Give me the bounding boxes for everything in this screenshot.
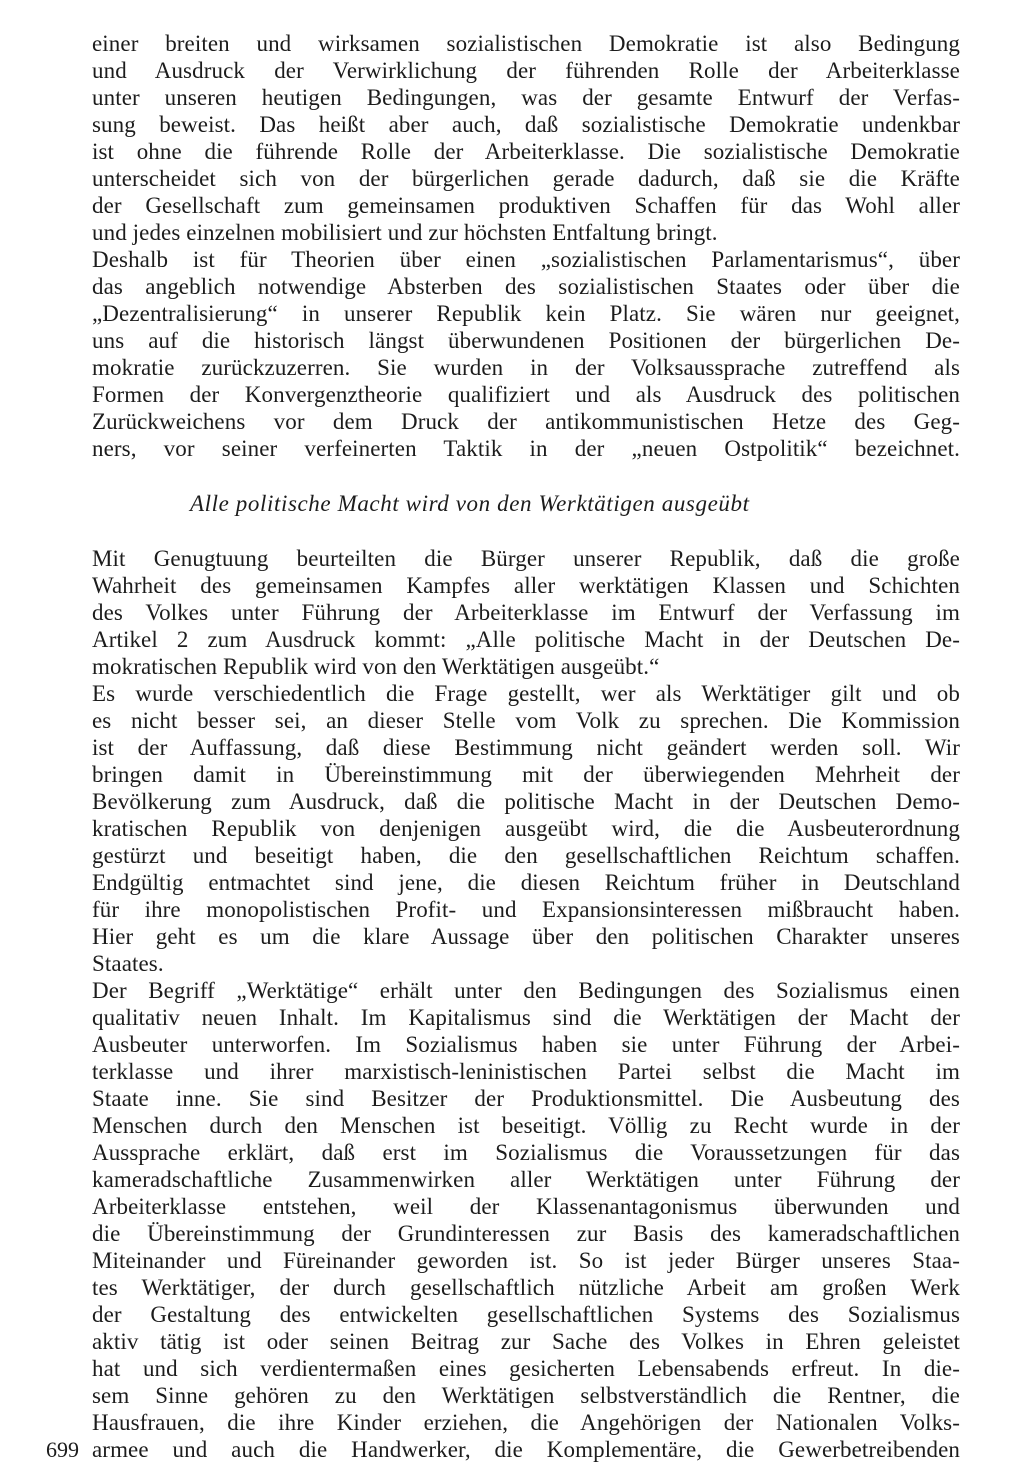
- text-line: Ausbeuter unterworfen. Im Sozialismus haben sie unter Führung der Arbei-: [92, 1032, 960, 1057]
- text-line: sung beweist. Das heißt aber auch, daß sozialistische Demokratie undenkbar: [92, 112, 960, 137]
- text-line: bringen damit in Übereinstimmung mit der überwiegenden Mehrheit der: [92, 762, 960, 787]
- text-line: Hausfrauen, die ihre Kinder erziehen, die Angehörigen der Nationalen Volks-: [92, 1410, 960, 1435]
- text-line: des Volkes unter Führung der Arbeiterklasse im Entwurf der Verfassung im: [92, 600, 960, 625]
- text-line: es nicht besser sei, an dieser Stelle vom Volk zu sprechen. Die Kommission: [92, 708, 960, 733]
- text-line: das angeblich notwendige Absterben des sozialistischen Staates oder über die: [92, 274, 960, 299]
- text-line: Staates.: [92, 951, 164, 976]
- text-line: aktiv tätig ist oder seinen Beitrag zur Sache des Volkes in Ehren geleistet: [92, 1329, 960, 1354]
- text-line: Aussprache erklärt, daß erst im Sozialismus die Voraussetzungen für das: [92, 1140, 960, 1165]
- text-line: für ihre monopolistischen Profit- und Expansionsinteressen mißbraucht haben.: [92, 897, 960, 922]
- text-line: Es wurde verschiedentlich die Frage gestellt, wer als Werktätiger gilt und ob: [92, 681, 960, 706]
- text-line: und Ausdruck der Verwirklichung der führenden Rolle der Arbeiterklasse: [92, 58, 960, 83]
- text-line: Artikel 2 zum Ausdruck kommt: „Alle politische Macht in der Deutschen De-: [92, 627, 960, 652]
- text-line: qualitativ neuen Inhalt. Im Kapitalismus sind die Werktätigen der Macht der: [92, 1005, 960, 1030]
- text-line: der Gesellschaft zum gemeinsamen produktiven Schaffen für das Wohl aller: [92, 193, 960, 218]
- text-line: Wahrheit des gemeinsamen Kampfes aller werktätigen Klassen und Schichten: [92, 573, 960, 598]
- text-line: terklasse und ihrer marxistisch-leninistischen Partei selbst die Macht im: [92, 1059, 960, 1084]
- text-line: kameradschaftliche Zusammenwirken aller Werktätigen unter Führung der: [92, 1167, 960, 1192]
- text-line: Mit Genugtuung beurteilten die Bürger unserer Republik, daß die große: [92, 546, 960, 571]
- text-line: die Übereinstimmung der Grundinteressen zur Basis des kameradschaftlichen: [92, 1221, 960, 1246]
- text-line: unterscheidet sich von der bürgerlichen gerade dadurch, daß sie die Kräfte: [92, 166, 960, 191]
- text-line: hat und sich verdientermaßen eines gesicherten Lebensabends erfreut. In die-: [92, 1356, 960, 1381]
- text-line: sem Sinne gehören zu den Werktätigen selbstverständlich die Rentner, die: [92, 1383, 960, 1408]
- text-line: Hier geht es um die klare Aussage über den politischen Charakter unseres: [92, 924, 960, 949]
- text-line: ist ohne die führende Rolle der Arbeiterklasse. Die sozialistische Demokratie: [92, 139, 960, 164]
- text-line: einer breiten und wirksamen sozialistischen Demokratie ist also Bedingung: [92, 31, 960, 56]
- text-line: tes Werktätiger, der durch gesellschaftlich nützliche Arbeit am großen Werk: [92, 1275, 960, 1300]
- text-line: Zurückweichens vor dem Druck der antikommunistischen Hetze des Geg-: [92, 409, 960, 434]
- text-line: Bevölkerung zum Ausdruck, daß die politische Macht in der Deutschen Demo-: [92, 789, 960, 814]
- text-line: Miteinander und Füreinander geworden ist. So ist jeder Bürger unseres Staa-: [92, 1248, 960, 1273]
- page-number: 699: [46, 1437, 79, 1462]
- text-block-lower: [92, 545, 960, 1463]
- text-line: unter unseren heutigen Bedingungen, was der gesamte Entwurf der Verfas-: [92, 85, 960, 110]
- text-line: gestürzt und beseitigt haben, die den gesellschaftlichen Reichtum schaffen.: [92, 843, 960, 868]
- text-line: armee und auch die Handwerker, die Komplementäre, die Gewerbetreibenden: [92, 1437, 960, 1462]
- section-heading: Alle politische Macht wird von den Werktätigen ausgeübt: [190, 491, 750, 516]
- text-line: ist der Auffassung, daß diese Bestimmung nicht geändert werden soll. Wir: [92, 735, 960, 760]
- text-line: Staate inne. Sie sind Besitzer der Produktionsmittel. Die Ausbeutung des: [92, 1086, 960, 1111]
- text-line: Der Begriff „Werktätige“ erhält unter den Bedingungen des Sozialismus einen: [92, 978, 960, 1003]
- text-line: Deshalb ist für Theorien über einen „sozialistischen Parlamentarismus“, über: [92, 247, 960, 272]
- text-line: uns auf die historisch längst überwundenen Positionen der bürgerlichen De-: [92, 328, 960, 353]
- text-line: ners, vor seiner verfeinerten Taktik in der „neuen Ostpolitik“ bezeichnet.: [92, 436, 960, 461]
- text-line: „Dezentralisierung“ in unserer Republik kein Platz. Sie wären nur geeignet,: [92, 301, 960, 326]
- text-line: Formen der Konvergenztheorie qualifiziert und als Ausdruck des politischen: [92, 382, 960, 407]
- text-line: Menschen durch den Menschen ist beseitigt. Völlig zu Recht wurde in der: [92, 1113, 960, 1138]
- text-line: Endgültig entmachtet sind jene, die diesen Reichtum früher in Deutschland: [92, 870, 960, 895]
- text-block-upper: [92, 30, 960, 462]
- text-line: der Gestaltung des entwickelten gesellschaftlichen Systems des Sozialismus: [92, 1302, 960, 1327]
- text-line: mokratie zurückzuzerren. Sie wurden in der Volksaussprache zutreffend als: [92, 355, 960, 380]
- text-line: Arbeiterklasse entstehen, weil der Klassenantagonismus überwunden und: [92, 1194, 960, 1219]
- text-line: und jedes einzelnen mobilisiert und zur höchsten Entfaltung bringt.: [92, 220, 718, 245]
- text-line: kratischen Republik von denjenigen ausgeübt wird, die die Ausbeuterordnung: [92, 816, 960, 841]
- text-line: mokratischen Republik wird von den Werktätigen ausgeübt.“: [92, 654, 660, 679]
